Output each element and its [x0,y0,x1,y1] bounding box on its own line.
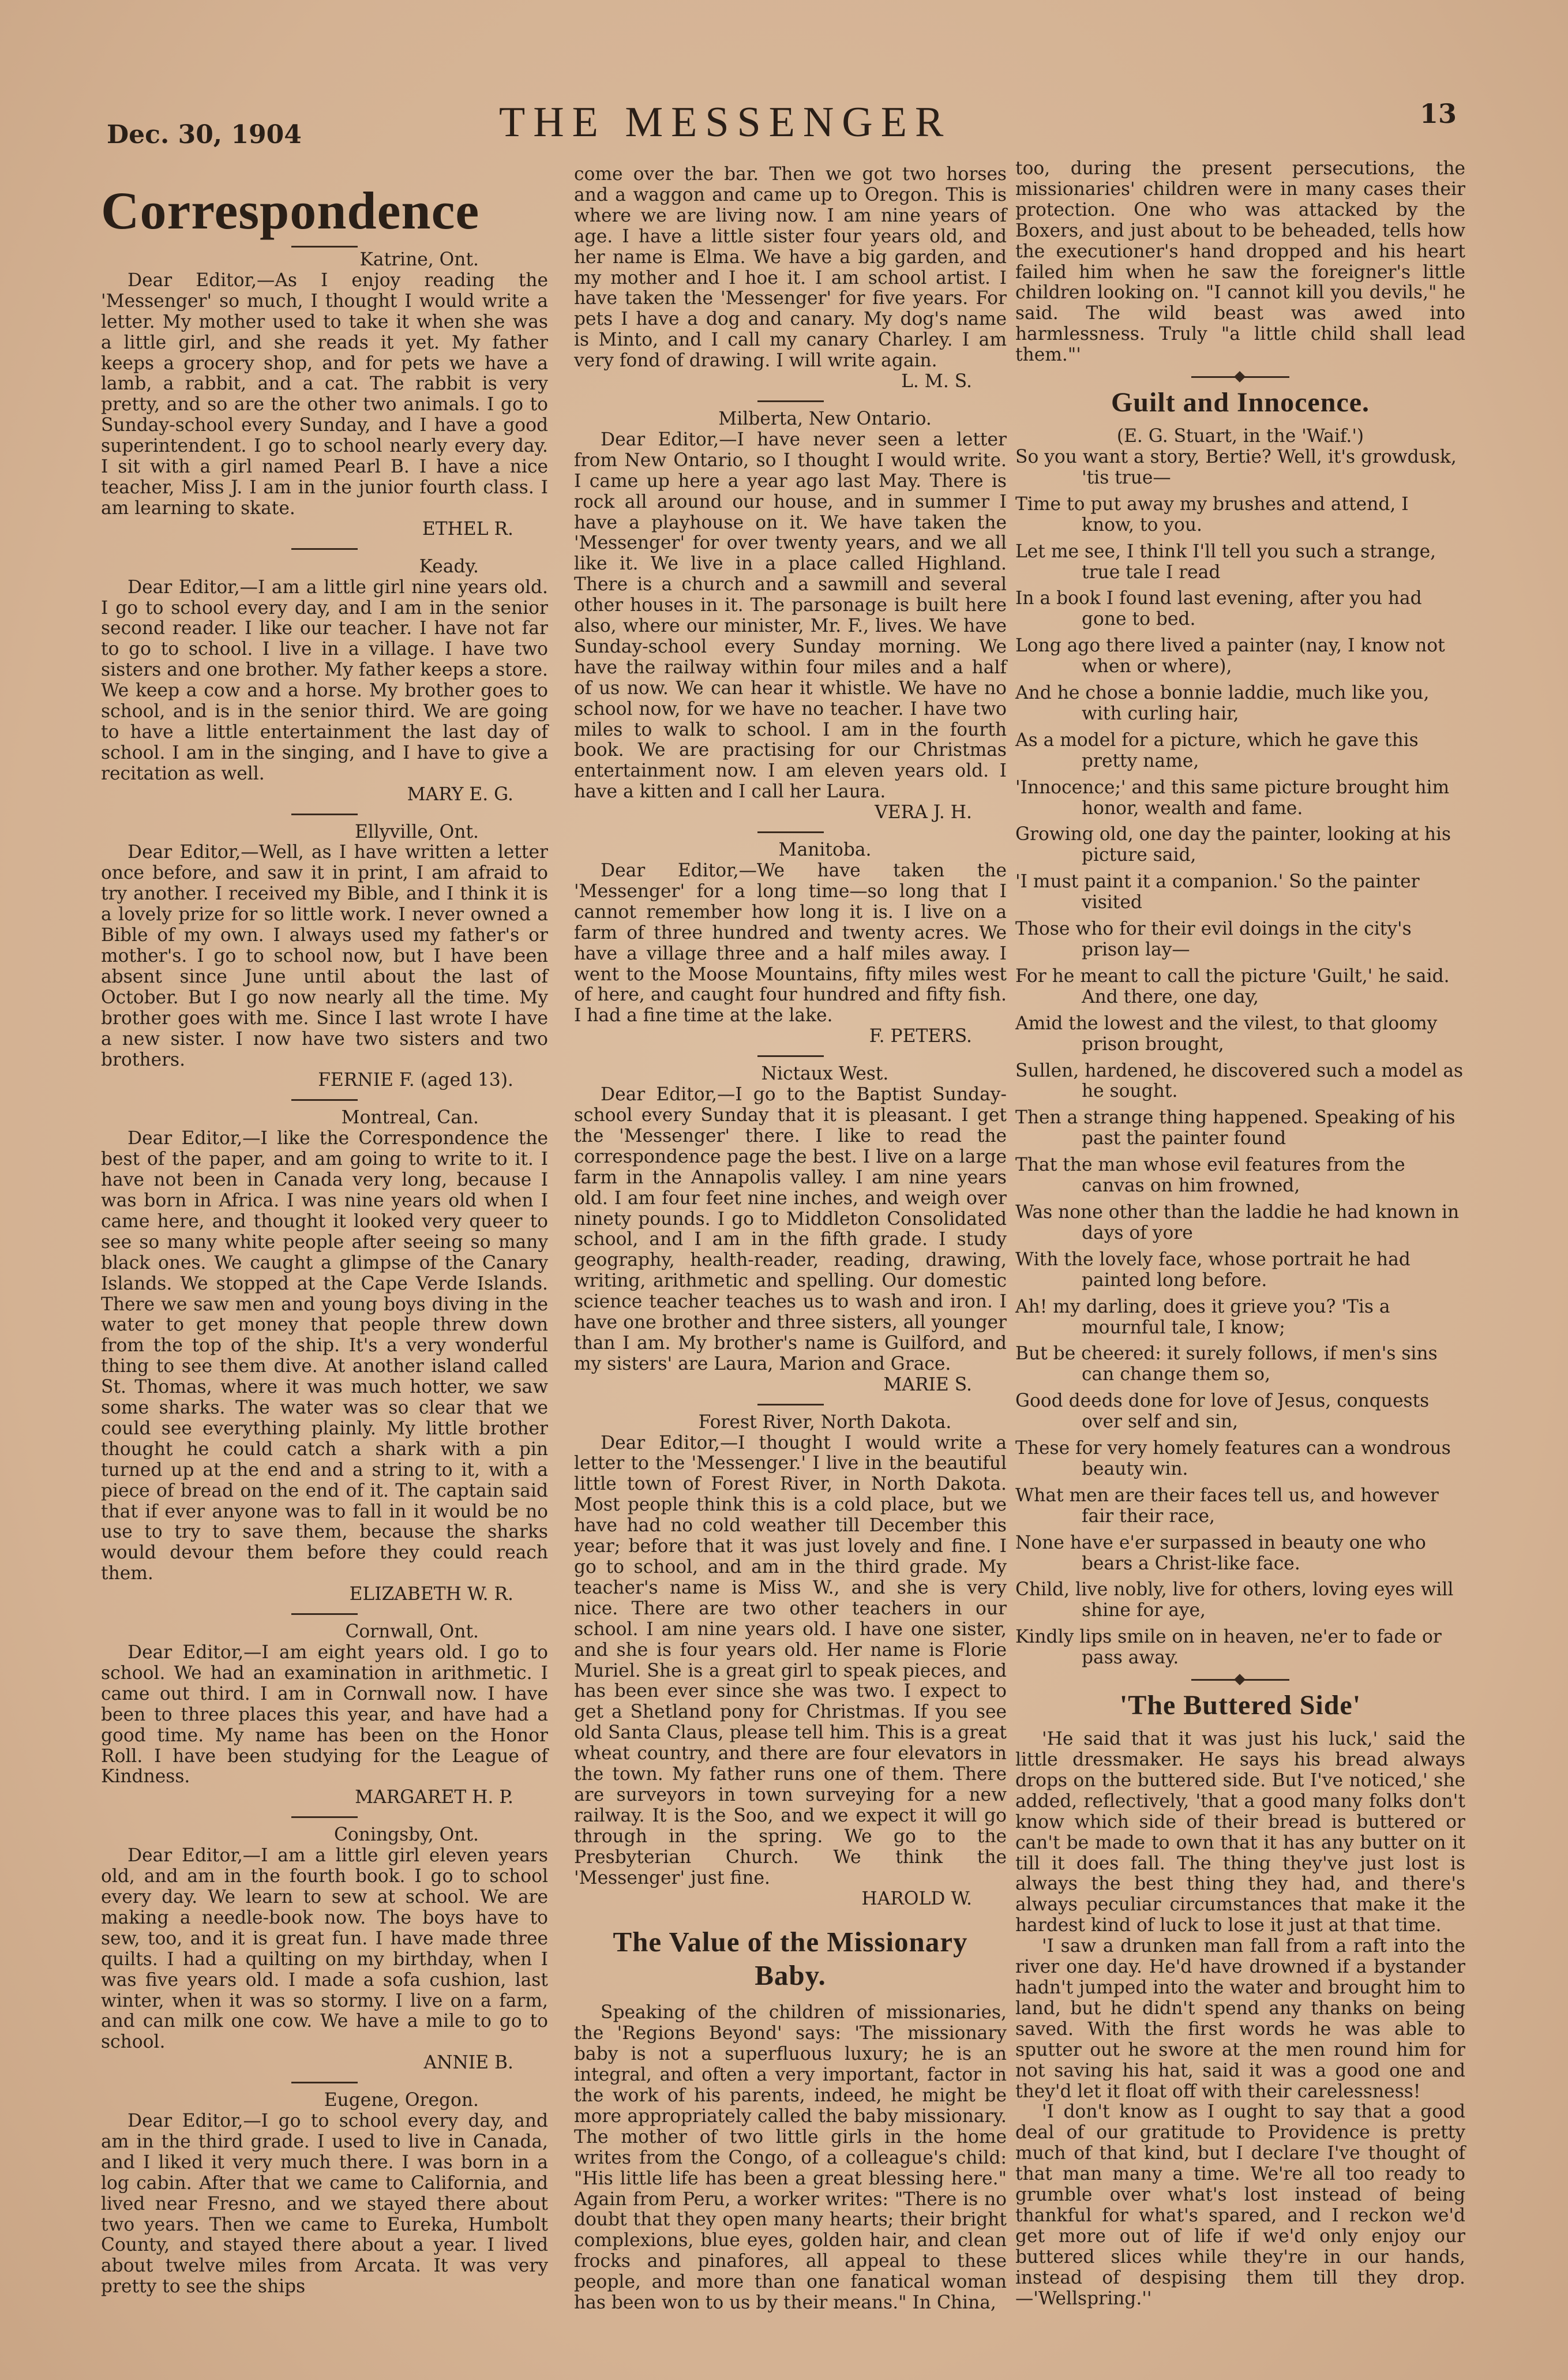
letter-milberta [574,409,1007,823]
letter-place: Nictaux West. [761,1063,889,1085]
letter-body: Dear Editor,—I go to school every day, and am in the third grade. I used to live in Canada, and I liked it very much there. I was born in a log cabin. After that we came to California, and lived near Fresno, and we stayed there about two years. Then we came to Eureka, Humbolt County, and stayed there about a year. I lived about twelve miles from Arcata. It was very pretty to see the ships [101,2111,548,2297]
poem-byline: (E. G. Stuart, in the 'Waif.') [1116,426,1364,447]
letter-body: Dear Editor,—I like the Correspondence the best of the paper, and am going to write to it. I have not been in Canada very long, because I was born in Africa. I was nine years old when I came here, and thought it looked very queer to see so many white people after seeing so many black ones. We caught a glimpse of the Canary Islands. We stopped at the Cape Verde Islands. There we saw men and young boys diving in the water to get money that people threw down from the top of the ship. It's a very wonderful thing to see them dive. At another island called St. Thomas, where it was much hotter, we saw some sharks. The water was so clear that we could see everything plainly. My little brother thought he could catch a shark with a pin turned up at the end and a string to it, with a piece of bread on the end of it. The captain said that if ever anyone was to fall in it would be no use to try to save them, because the sharks would devour them before they could reach them. [101,1128,548,1584]
article-continuation: too, during the present persecutions, the missionaries' children were in many cases their protection. One who was attacked by the Boxers, and just about to be beheaded, tells how the executioner's hand dropped and his heart failed him when he saw the foreigner's little children looking on. "I cannot kill you devils," he said. The wild beast was awed into harmlessness. Truly "a little child shall lead them."' [1015,158,1465,366]
letter-eugene-continued [574,164,1007,392]
letter-signature: MARY E. G. [407,784,513,805]
poem-line: Long ago there lived a painter (nay, I know not when or where), [1015,635,1445,677]
letter-place: Katrine, Ont. [359,249,479,270]
poem-line: 'Innocence;' and this same picture brought him honor, wealth and fame. [1015,777,1450,819]
divider [291,1613,358,1615]
poem-line: None have e'er surpassed in beauty one who bears a Christ-like face. [1015,1532,1426,1574]
letter-katrine [101,250,548,540]
letter-eugene [101,2090,548,2297]
poem-line: 'I must paint it a companion.' So the painter visited [1015,871,1420,913]
letter-cornwall [101,1622,548,1808]
letter-coningsby [101,1825,548,2074]
letter-place: Manitoba. [778,839,872,861]
divider [291,814,358,815]
letter-forest-river [574,1412,1007,1910]
poem-line: Kindly lips smile on in heaven, ne'er to fade or pass away. [1015,1626,1442,1669]
article-paragraph: 'He said that it was just his luck,' said the little dressmaker. He says his bread always drops on the buttered side. But I've noticed,' she added, reflectively, 'that a good many folks don't know which side of their bread is buttered or can't be made to own that it has any butter on it till it does fall. The thing they've just lost is always the best thing they had, and there's always peculiar circumstances that make it the hardest kind of luck to lose it just at that time. [1015,1729,1465,1936]
missionary-baby-title: The Value of the Missionary Baby. [613,1926,968,1992]
letter-body: Dear Editor,—I go to the Baptist Sunday-school every Sunday that it is pleasant. I get the 'Messenger' there. I like to read the correspondence page the best. I live on a large farm in the Annapolis valley. I am nine years old. I am four feet nine inches, and weigh over ninety pounds. I go to Middleton Consolidated school, and I am in the fifth grade. I study geography, health-reader, reading, drawing, writing, arithmetic and spelling. Our domestic science teacher teaches us to wash and iron. I have one brother and three sisters, all younger than I am. My brother's name is Guilford, and my sisters' are Laura, Marion and Grace. [574,1084,1007,1374]
poem-line: What men are their faces tell us, and however fair their race, [1015,1485,1439,1527]
poem-line: Those who for their evil doings in the city's prison lay— [1015,919,1412,960]
letter-montreal [101,1108,548,1605]
poem-line: Growing old, one day the painter, looking at his picture said, [1015,824,1451,866]
column-2 [574,164,1007,2314]
divider [291,1816,358,1818]
letter-ellyville [101,822,548,1092]
divider [757,831,824,833]
letter-signature: FERNIE F. (aged 13). [318,1070,513,1091]
letter-keady [101,557,548,805]
divider [757,1055,824,1057]
poem-line: Was none other than the laddie he had known in days of yore [1015,1201,1460,1243]
divider [291,2082,358,2083]
letter-nictaux [574,1064,1007,1396]
poem-body [1015,447,1465,1669]
issue-date: Dec. 30, 1904 [107,120,302,149]
poem-line: So you want a story, Bertie? Well, it's growdusk, 'tis true— [1015,446,1457,488]
letter-body: Dear Editor,—We have taken the 'Messenger' for a long time—so long that I cannot remember how long it is. I live on a farm of three hundred and twenty acres. We have a village three and a half miles away. I went to the Moose Mountains, fifty miles west of here, and caught four hundred and fifty fish. I had a fine time at the lake. [574,860,1007,1026]
letter-place: Forest River, North Dakota. [698,1411,952,1433]
divider [757,1404,824,1405]
letter-body: come over the bar. Then we got two horses and a waggon and came up to Oregon. This is where we are living now. I am nine years of age. I have a little sister four years old, and her name is Elma. We have a big garden, and my mother and I hoe it. I am school artist. I have taken the 'Messenger' for five years. For pets I have a dog and canary. My dog's name is Minto, and I call my canary Charley. I am very fond of drawing. I will write again. [574,164,1007,372]
letter-signature: ELIZABETH W. R. [349,1584,513,1605]
letter-signature: MARGARET H. P. [355,1787,513,1808]
letter-place: Keady. [419,556,479,577]
letter-manitoba [574,840,1007,1047]
letter-body: Dear Editor,—Well, as I have written a letter once before, and saw it in print, I am afraid to try another. I received my Bible, and I think it is a lovely prize for so little work. I never owned a Bible of my own. I always used my father's or mother's. I go to school now, but I have been absent since June until about the last of October. But I go now nearly all the time. My brother goes with me. Since I last wrote I have a new sister. I now have two sisters and two brothers. [101,842,548,1070]
poem-title: Guilt and Innocence. [1111,387,1370,418]
divider [291,246,358,248]
article-body: Speaking of the children of missionaries, the 'Regions Beyond' says: 'The missionary baby is not a superfluous luxury; he is an integral, and often a very important, factor in the work of his parents, indeed, he might be more appropriately called the baby missionary. The mother of two little girls in the home writes from the Congo, of a colleague's child: "His little life has been a great blessing here." Again from Peru, a worker writes: "There is no doubt that they open many hearts; their bright complexions, blue eyes, golden hair, and clean frocks and pinafores, all appeal to these people, and more than one fanatical woman has been won to us by their means." In China, [574,2002,1007,2314]
letter-body: Dear Editor,—I am a little girl eleven years old, and am in the fourth book. I go to school every day. We learn to sew at school. We are making a needle-book now. The boys have to sew, too, and it is great fun. I have made three quilts. I had a quilting on my birthday, when I was five years old. I made a sofa cushion, last winter, when it was so stormy. I live on a farm, and can milk one cow. We have a mile to go to school. [101,1845,548,2053]
divider [291,1099,358,1101]
poem-line: Sullen, hardened, he discovered such a model as he sought. [1015,1060,1464,1102]
letter-signature: ETHEL R. [422,518,513,539]
buttered-side-title: 'The Buttered Side' [1119,1690,1361,1721]
letter-signature: ANNIE B. [423,2052,513,2074]
letter-place: Montreal, Can. [341,1107,479,1129]
poem-line: For he meant to call the picture 'Guilt,' he said. And there, one day, [1015,965,1450,1007]
letter-signature: F. PETERS. [869,1026,972,1047]
masthead-title: THE MESSENGER [499,99,952,146]
letter-body: Dear Editor,—I am a little girl nine years old. I go to school every day, and I am in the senior second reader. I like our teacher. I have not far to go to school. I live in a village. I have two sisters and one brother. My father keeps a store. We keep a cow and a horse. My brother goes to school, and is in the senior third. We are going to have a little entertainment the last day of school. I am in the singing, and I have to give a recitation as well. [101,576,548,784]
article-paragraph: 'I don't know as I ought to say that a good deal of our gratitude to Providence is pretty much of that kind, but I declare I've thought of that man many a time. We're all too ready to grumble over what's lost instead of being thankful for what's spared, and I reckon we'd get more out of life if we'd only enjoy our buttered slices while they're in our hands, instead of despising them till they drop.—'Wellspring.'' [1015,2101,1465,2309]
letter-place: Cornwall, Ont. [345,1621,479,1643]
poem-line: Child, live nobly, live for others, loving eyes will shine for aye, [1015,1579,1454,1621]
letter-body: Dear Editor,—I thought I would write a letter to the 'Messenger.' I live in the beautiful little town of Forest River, in North Dakota. Most people think this is a cold place, but we have had no cold weather till December this year; before that it was just lovely and fine. I go to school, and am in the third grade. My teacher's name is Miss W., and she is very nice. There are two other teachers in our school. I am nine years old. I have one sister, and she is four years old. Her name is Florie Muriel. She is a great girl to speak pieces, and has been ever since she was two. I expect to get a Shetland pony for Christmas. If you see old Santa Claus, please tell him. This is a great wheat country, and there are four elevators in the town. My father runs one of them. There are surveyors in town surveying for a new railway. It is the Soo, and we expect it will go through in the spring. We go to the Presbyterian Church. We think the 'Messenger' just fine. [574,1432,1007,1888]
letter-signature: MARIE S. [883,1374,972,1395]
letter-body: Dear Editor,—I have never seen a letter from New Ontario, so I thought I would write. I came up here a year ago last May. There is rock all around our house, and in summer I have a playhouse on it. We have taken the 'Messenger' for over twenty years, and we all like it. We live in a place called Highland. There is a church and a sawmill and several other houses in it. The parsonage is built here also, where our minister, Mr. F., lives. We have Sunday-school every Sunday morning. We have the railway within four miles and a half of us now. We can hear it whistle. We have no school now, for we have no teacher. I have two miles to walk to school. I am in the fourth book. We are practising for our Christmas entertainment now. I am eleven years old. I have a kitten and I call her Laura. [574,429,1007,803]
divider [757,400,824,402]
poem-line: Ah! my darling, does it grieve you? 'Tis a mournful tale, I know; [1015,1296,1390,1338]
poem-line: Time to put away my brushes and attend, I know, to you. [1015,493,1409,535]
ornament-divider [1191,376,1289,378]
page-number: 13 [1419,98,1457,129]
ornament-divider [1191,1679,1289,1681]
divider [291,548,358,550]
poem-line: Amid the lowest and the vilest, to that gloomy prison brought, [1015,1013,1438,1055]
poem-line: Let me see, I think I'll tell you such a strange, true tale I read [1015,541,1436,583]
poem-line: That the man whose evil features from the canvas on him frowned, [1015,1155,1405,1197]
letter-place: Eugene, Oregon. [324,2090,479,2111]
article-paragraph: 'I saw a drunken man fall from a raft into the river one day. He'd have drowned if a bystander hadn't jumped into the water and brought him to land, but he didn't spend any thanks on being saved. With the first words he was able to sputter out he swore at the men round him for not saving his hat, said it was a good one and they'd let it float off with their carelessness! [1015,1936,1465,2102]
letter-place: Ellyville, Ont. [354,821,479,842]
column-3 [1015,159,1465,2309]
column-1 [101,167,548,2297]
poem-line: Good deeds done for love of Jesus, conquests over self and sin, [1015,1390,1430,1433]
poem-line: With the lovely face, whose portrait he had painted long before. [1015,1249,1411,1291]
letter-body: Dear Editor,—As I enjoy reading the 'Messenger' so much, I thought I would write a letter. My mother used to take it when she was a little girl, and she reads it yet. My father keeps a grocery shop, and for pets we have a lamb, a rabbit, and a cat. The rabbit is very pretty, and so are the other two animals. I go to Sunday-school every Sunday, and I have a good superintendent. I go to school nearly every day. I sit with a girl named Pearl B. I have a nice teacher, Miss J. I am in the junior fourth class. I am learning to skate. [101,269,548,519]
letter-signature: L. M. S. [901,371,972,392]
poem-line: Then a strange thing happened. Speaking of his past the painter found [1015,1107,1456,1149]
letter-signature: HAROLD W. [861,1888,972,1909]
letter-body: Dear Editor,—I am eight years old. I go to school. We had an examination in arithmetic. I came out third. I am in Cornwall now. I have been to three places this year, and have had a good time. My name has been on the Honor Roll. I have been studying for the League of Kindness. [101,1642,548,1787]
page-header [107,98,1457,156]
letter-place: Coningsby, Ont. [333,1824,479,1846]
poem-line: These for very homely features can a wondrous beauty win. [1015,1438,1451,1479]
poem-line: But be cheered: it surely follows, if men's sins can change them so, [1015,1343,1438,1385]
letter-place: Milberta, New Ontario. [718,408,932,429]
poem-line: And he chose a bonnie laddie, much like you, with curling hair, [1015,683,1430,724]
letter-signature: VERA J. H. [875,802,972,823]
poem-line: In a book I found last evening, after you had gone to bed. [1015,588,1422,630]
poem-line: As a model for a picture, which he gave this pretty name, [1015,729,1419,771]
correspondence-heading: Correspondence [101,181,480,240]
